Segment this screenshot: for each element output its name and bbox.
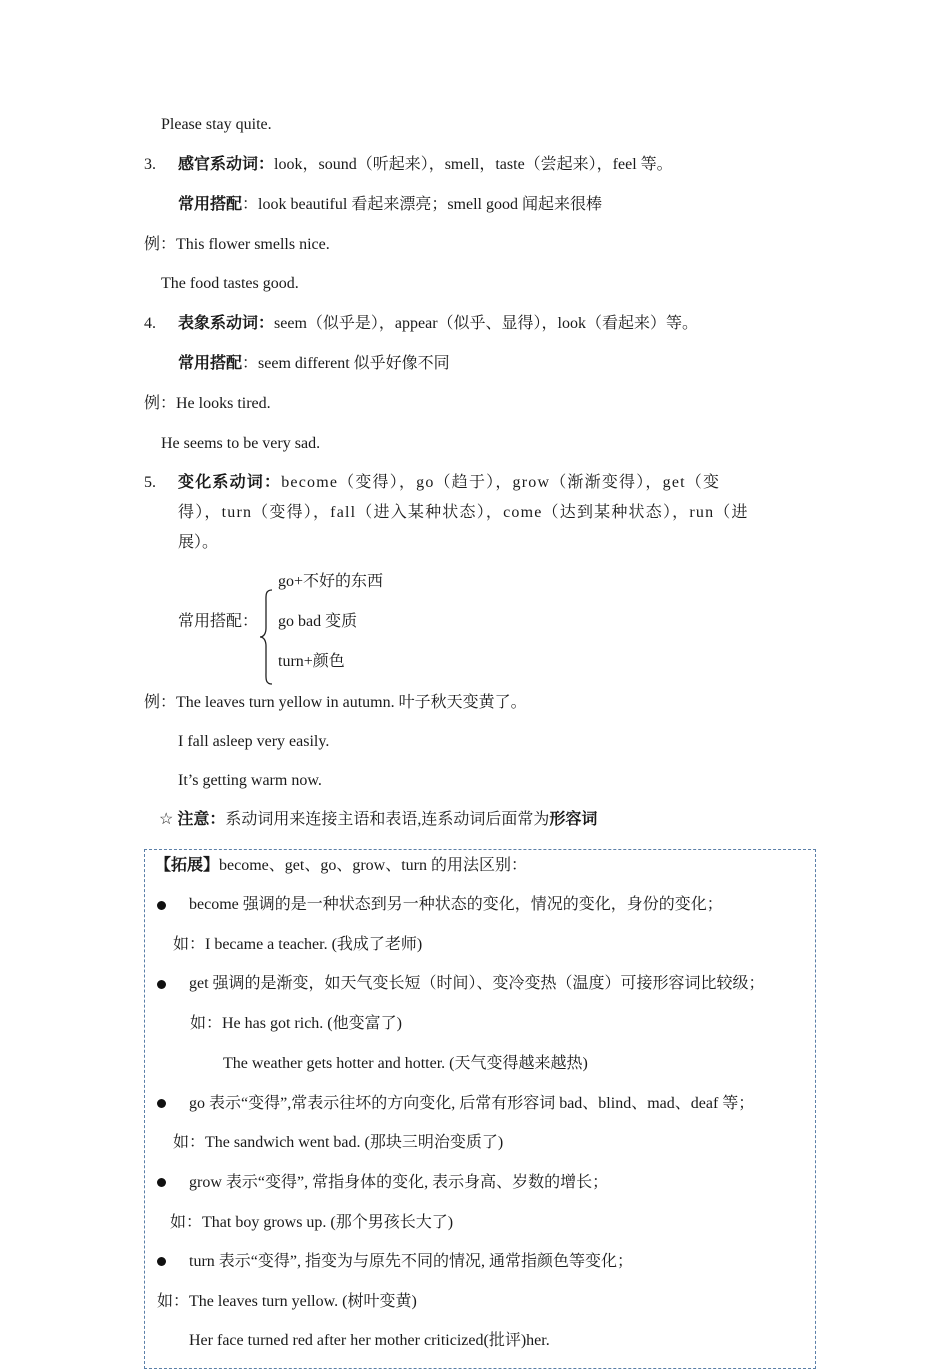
sensory-verbs-label: 感官系动词：	[178, 156, 275, 173]
example-turn-2: Her face turned red after her mother criticized(批评)her.	[189, 1332, 550, 1349]
example-turn-1: 如：The leaves turn yellow. (树叶变黄)	[157, 1293, 417, 1310]
example-grow: 如：That boy grows up. (那个男孩长大了)	[170, 1214, 454, 1231]
collocation-text: ：look beautiful 看起来漂亮；smell good 闻起来很棒	[242, 196, 602, 213]
change-verbs-label: 变化系动词：	[178, 474, 282, 491]
item-5-heading-line-2: 得），turn（变得），fall（进入某种状态），come（达到某种状态），run（进	[178, 504, 749, 521]
item-5-example-1: 例：The leaves turn yellow in autumn. 叶子秋天变黄了。	[144, 694, 527, 711]
item-3-collocation	[178, 195, 602, 215]
item-4-collocation	[178, 354, 450, 374]
example-get-2: The weather gets hotter and hotter. (天气变得越来越热)	[223, 1055, 588, 1072]
bullet-become: become 强调的是一种状态到另一种状态的变化，情况的变化，身份的变化；	[189, 896, 723, 913]
item-3-example-1: 例：This flower smells nice.	[144, 236, 330, 253]
collocation-option-3: turn+颜色	[278, 653, 345, 670]
note-line	[159, 810, 597, 830]
bullet-icon	[157, 1178, 166, 1187]
extension-title	[155, 856, 527, 876]
change-verbs-list: become（变得），go（趋于），grow（渐渐变得），get（变	[281, 474, 721, 491]
item-5-example-2: I fall asleep very easily.	[178, 733, 330, 750]
extension-title-text: become、get、go、grow、turn 的用法区别：	[219, 857, 527, 874]
curly-brace-icon	[258, 588, 274, 686]
item-5-heading-line-3: 展）。	[178, 534, 219, 551]
bullet-icon	[157, 901, 166, 910]
sensory-verbs-list: look，sound（听起来），smell，taste（尝起来），feel 等。	[274, 156, 673, 173]
collocation-label: 常用搭配	[178, 355, 243, 372]
note-emphasis: 形容词	[549, 811, 598, 828]
extension-label: 【拓展】	[155, 857, 220, 874]
item-4-example-1: 例：He looks tired.	[144, 395, 271, 412]
collocation-text: ：seem different 似乎好像不同	[242, 355, 450, 372]
item-5-example-3: It’s getting warm now.	[178, 772, 322, 789]
bullet-icon	[157, 980, 166, 989]
bullet-get: get 强调的是渐变，如天气变长短（时间）、变冷变热（温度）可接形容词比较级；	[189, 975, 765, 992]
bullet-icon	[157, 1257, 166, 1266]
item-5-number: 5.	[144, 474, 156, 491]
bullet-go: go 表示“变得”,常表示往坏的方向变化, 后常有形容词 bad、blind、mad、deaf 等；	[189, 1095, 755, 1112]
example-become: 如：I became a teacher. (我成了老师)	[173, 936, 423, 953]
example-get-1: 如：He has got rich. (他变富了)	[190, 1015, 402, 1032]
example-go: 如：The sandwich went bad. (那块三明治变质了)	[173, 1134, 504, 1151]
star-icon: ☆	[159, 811, 174, 828]
bullet-turn: turn 表示“变得”, 指变为与原先不同的情况, 通常指颜色等变化；	[189, 1253, 633, 1270]
item-4-number: 4.	[144, 315, 156, 332]
item-3-heading	[178, 155, 673, 175]
item-3-example-2: The food tastes good.	[161, 275, 299, 292]
item-4-heading	[178, 314, 698, 334]
item-3-number: 3.	[144, 156, 156, 173]
note-label: 注意：	[177, 811, 226, 828]
item-5-collocation-label: 常用搭配：	[178, 613, 259, 630]
line-please-stay-quite: Please stay quite.	[161, 116, 272, 133]
appearance-verbs-label: 表象系动词：	[178, 315, 275, 332]
appearance-verbs-list: seem（似乎是），appear（似乎、显得），look（看起来）等。	[274, 315, 698, 332]
bullet-icon	[157, 1099, 166, 1108]
collocation-option-2: go bad 变质	[278, 613, 358, 630]
collocation-label: 常用搭配	[178, 196, 243, 213]
bullet-grow: grow 表示“变得”, 常指身体的变化, 表示身高、岁数的增长；	[189, 1174, 609, 1191]
item-4-example-2: He seems to be very sad.	[161, 435, 321, 452]
item-5-heading	[178, 473, 720, 493]
note-text: 系动词用来连接主语和表语,连系动词后面常为	[225, 811, 550, 828]
collocation-option-1: go+不好的东西	[278, 573, 384, 590]
